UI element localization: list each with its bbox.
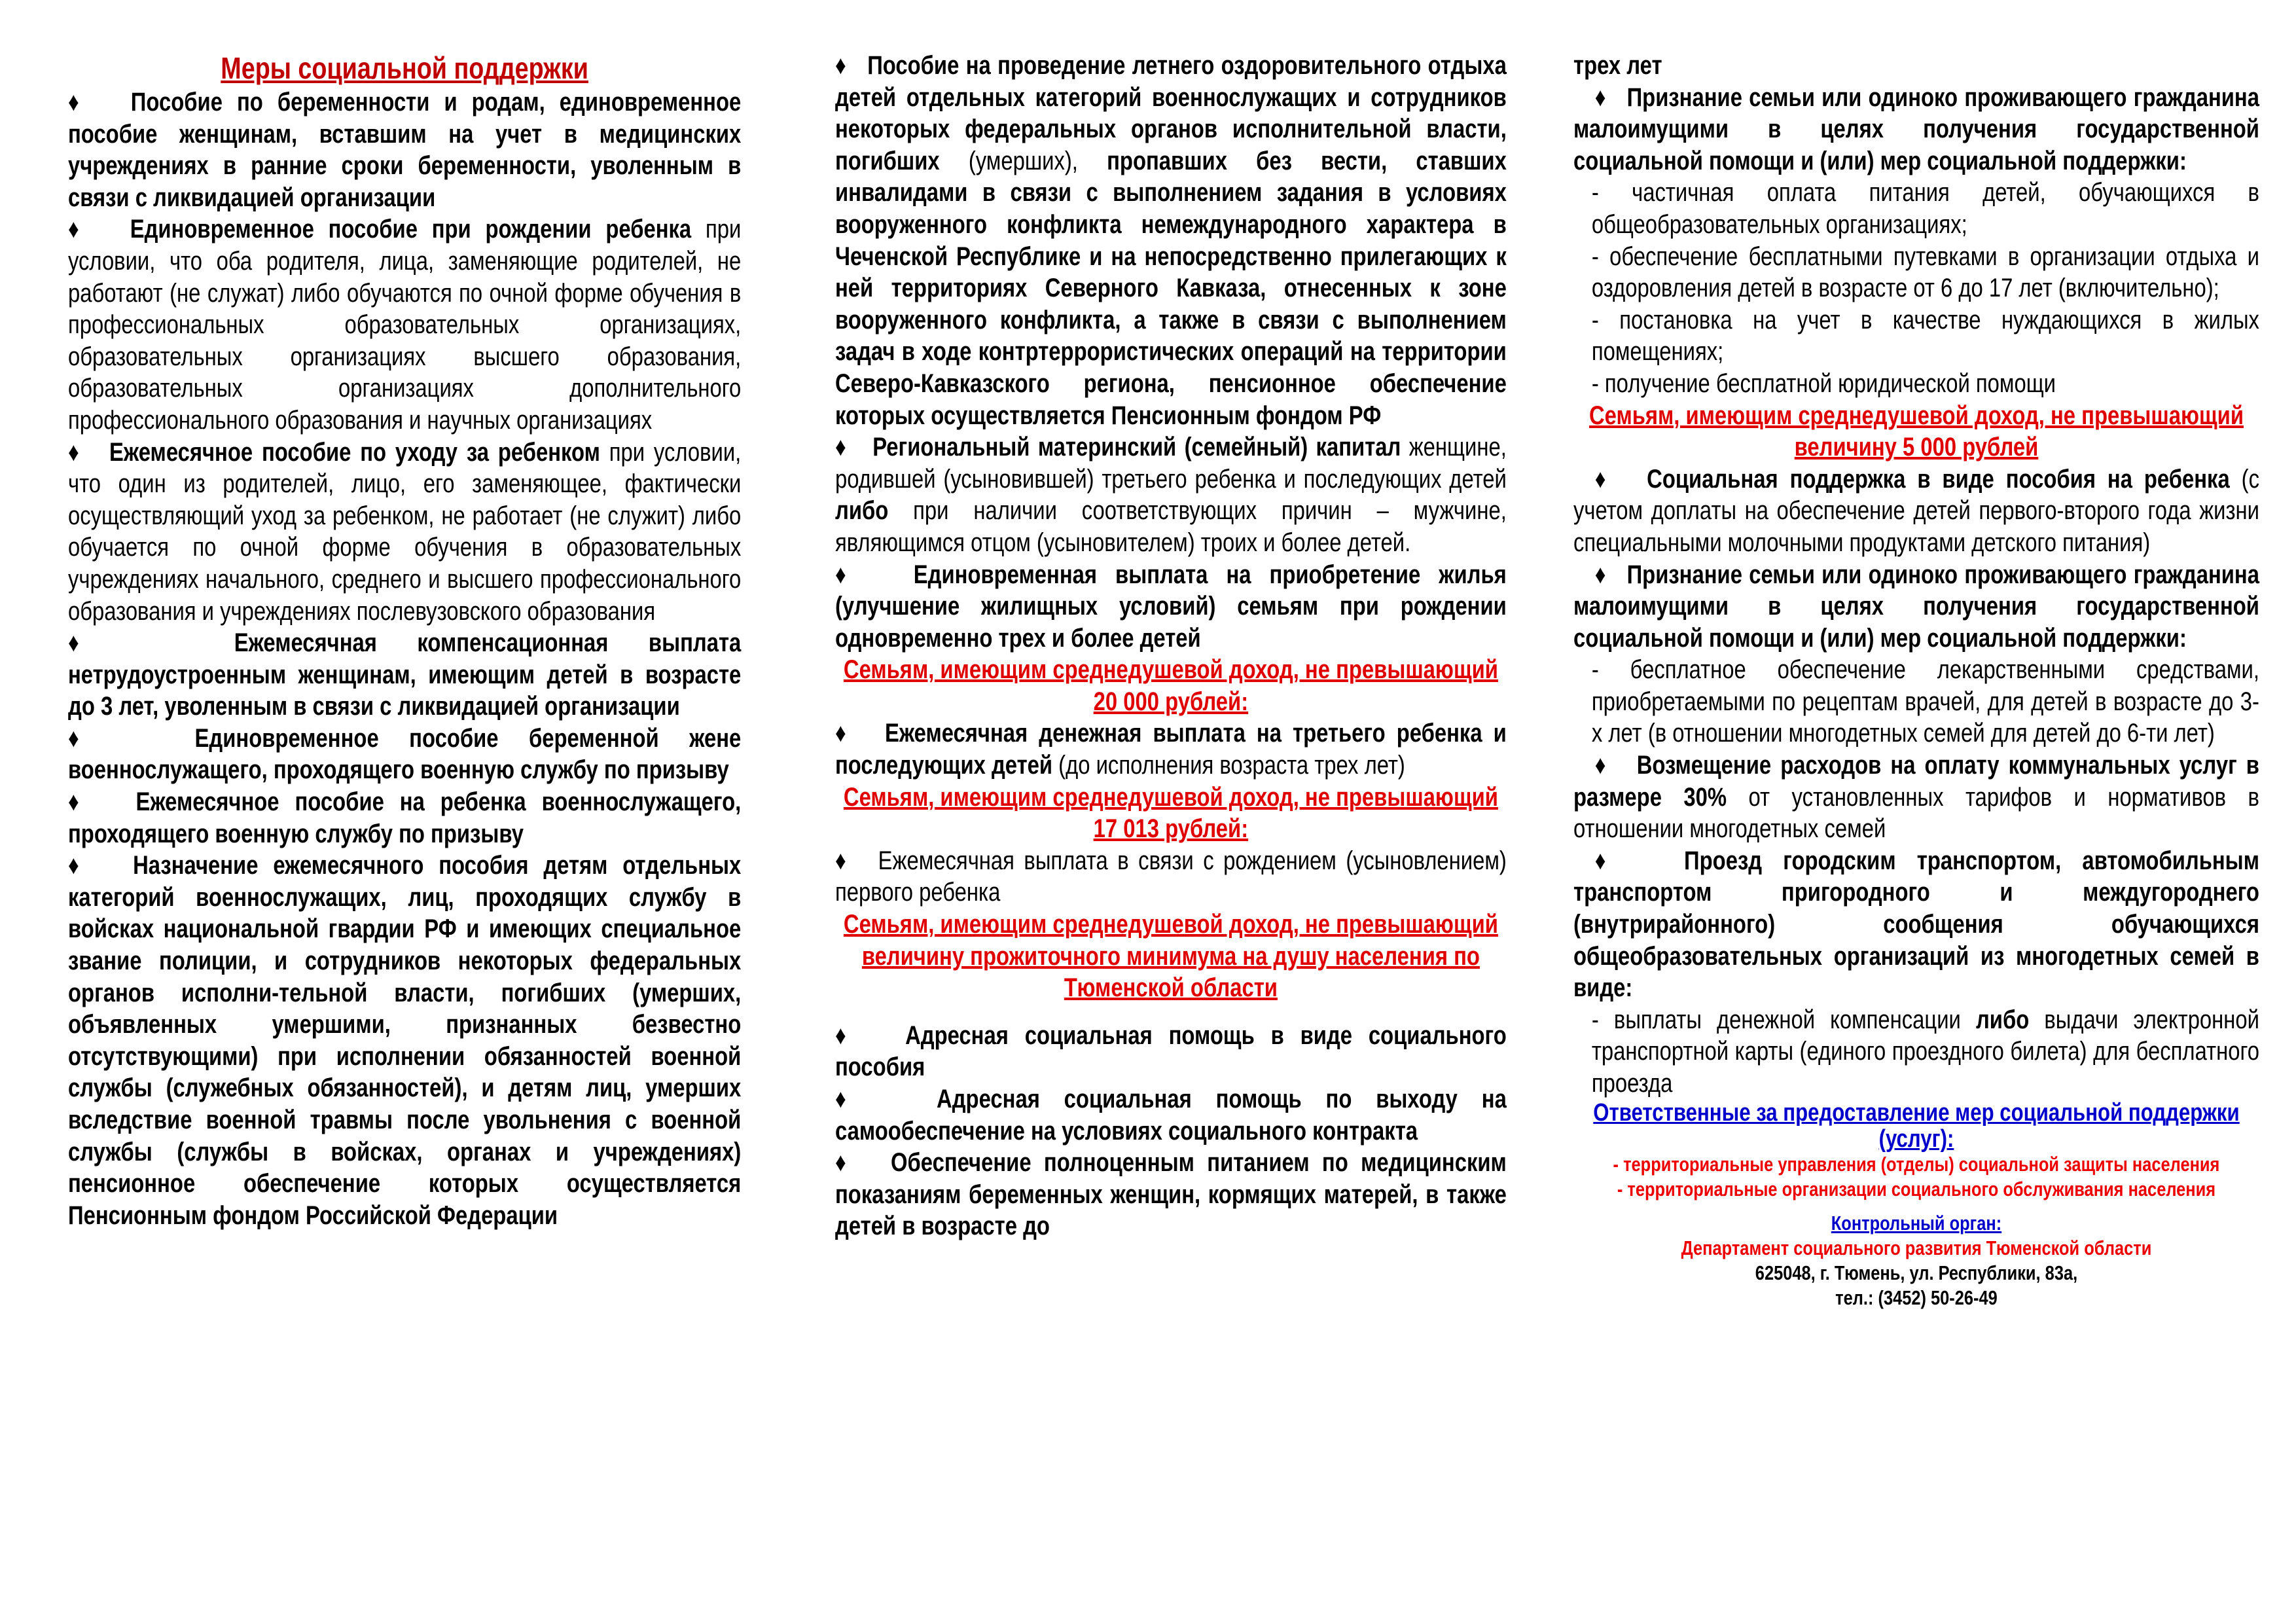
text: женщине, родившей (усыновившей) третьего ребенка и последующих детей [835, 433, 1507, 494]
benefit-item [835, 1020, 1507, 1083]
diamond-bullet-icon: ♦ [68, 851, 88, 880]
benefit-item [835, 717, 1507, 781]
spacer [835, 1004, 1507, 1020]
page-title: Меры социальной поддержки [221, 51, 588, 85]
text: от установленных тарифов и нормативов в отношении многодетных семей [1573, 782, 2259, 844]
column-1-content [68, 50, 741, 1231]
bold-text: Единовременное пособие беременной жене военнослужащего, проходящего военную службу по призыву [68, 723, 742, 785]
diamond-bullet-icon: ♦ [68, 787, 89, 817]
text: выдачи электронной транспортной карты (единого проездного билета) для бесплатного проезда [1591, 1005, 2259, 1098]
bold-text: Пособие на проведение летнего оздоровительного отдыха детей отдельных категорий военнослужащих и сотрудников некоторых федеральных органов исполнительной власти, погибших [835, 51, 1507, 175]
benefit-item [68, 86, 741, 213]
text: - бесплатное обеспечение лекарственными средствами, приобретаемыми по рецептам врачей, для детей в возрасте до 3-х лет (в отношении многодетных семей для детей до 6-ти лет) [1591, 655, 2259, 748]
diamond-bullet-icon: ♦ [835, 560, 859, 589]
column-1 [68, 50, 741, 1231]
benefit-item [835, 845, 1507, 909]
benefit-item [835, 1083, 1507, 1147]
text: при условии, что оба родителя, лица, заменяющие родителей, не работают (не служат) либо обучаются по очной форме обучения в профессиональных образовательных организациях, образовательных организациях высшего образования, образовательных организациях дополнительного профессионального образования и научных организациях [68, 215, 742, 435]
text: при условии, что один из родителей, лицо, его заменяющее, фактически осуществляющий уход за ребенком, не работает (не служит) либо обучается по очной форме обучения в образовательных учреждениях начального, среднего и высшего профессионального образования и учреждениях послевузовского образования [68, 437, 742, 626]
text: - постановка на учет в качестве нуждающихся в жилых помещениях; [1591, 305, 2259, 367]
diamond-bullet-icon: ♦ [68, 215, 88, 244]
income-condition-note [835, 782, 1507, 845]
bold-text: либо [835, 496, 889, 526]
benefit-item [835, 559, 1507, 655]
diamond-bullet-icon: ♦ [68, 437, 82, 467]
benefit-item [1573, 463, 2259, 559]
diamond-bullet-icon: ♦ [835, 719, 852, 748]
sub-item [1573, 304, 2259, 368]
income-condition-note [835, 909, 1507, 1004]
text: Ежемесячная выплата в связи с рождением (усыновлением) первого ребенка [835, 846, 1507, 907]
benefit-item [68, 213, 741, 436]
diamond-bullet-icon: ♦ [835, 51, 848, 80]
text: - получение бесплатной юридической помощи [1591, 369, 2056, 398]
bold-text: Пособие по беременности и родам, единовременное пособие женщинам, вставшим на учет в медицинских учреждениях в ранние сроки беременности, уволенным в связи с ликвидацией организации [68, 88, 742, 212]
bold-text: Социальная поддержка в виде пособия на ребенка [1647, 464, 2230, 494]
diamond-bullet-icon: ♦ [68, 723, 104, 753]
text: - выплаты денежной компенсации [1591, 1005, 1976, 1034]
bold-text: либо [1975, 1005, 2030, 1034]
bold-text: Адресная социальная помощь по выходу на самообеспечение на условиях социального контракта [835, 1085, 1507, 1146]
benefit-item [1573, 559, 2259, 655]
diamond-bullet-icon: ♦ [835, 846, 850, 875]
benefit-item [68, 437, 741, 628]
bold-text: Ежемесячная денежная выплата на третьего ребенка и последующих детей [835, 719, 1507, 780]
control-org: Департамент социального развития Тюменской области [1681, 1236, 2152, 1259]
bold-text: Адресная социальная помощь в виде социального пособия [835, 1020, 1507, 1082]
responsible-heading: Ответственные за предоставление мер социальной поддержки (услуг): [1593, 1098, 2240, 1153]
benefit-item [835, 50, 1507, 431]
bold-text: Возмещение расходов на оплату коммунальных услуг в размере 30% [1573, 751, 2259, 812]
column-2 [835, 50, 1507, 1242]
text: (до исполнения возраста трех лет) [1052, 751, 1405, 780]
diamond-bullet-icon: ♦ [835, 1085, 865, 1113]
bold-text: Единовременное пособие при рождении ребенка [130, 215, 692, 244]
income-condition-note [835, 654, 1507, 717]
bold-text: Проезд городским транспортом, автомобильным транспортом пригородного и междугороднего (внутрирайонного) сообщения обучающихся общеобразовательных организаций из многодетных семей в виде: [1573, 846, 2259, 1003]
text: - обеспечение бесплатными путевками в организации отдыха и оздоровления детей в возрасте от 6 до 17 лет (включительно); [1591, 242, 2259, 303]
benefit-item [68, 850, 741, 1231]
address: 625048, г. Тюмень, ул. Республики, 83а, [1755, 1261, 2078, 1284]
text: Семьям, имеющим среднедушевой доход, не превышающий 20 000 рублей: [843, 655, 1498, 716]
bold-text: Обеспечение полноценным питанием по медицинским показаниям беременных женщин, кормящих матерей, в также детей в возрасте до [835, 1148, 1507, 1241]
sub-item [1573, 654, 2259, 749]
benefit-item [835, 431, 1507, 558]
benefit-item [68, 786, 741, 850]
column-2-content [835, 50, 1507, 1242]
benefit-item [1573, 749, 2259, 845]
diamond-bullet-icon: ♦ [1594, 751, 1609, 780]
footer [1573, 1100, 2259, 1310]
bold-text: Ежемесячное пособие по уходу за ребенком [109, 437, 600, 467]
bold-text: трех лет [1573, 51, 1662, 80]
responsible-item: - территориальные управления (отделы) социальной защиты населения [1613, 1152, 2220, 1176]
diamond-bullet-icon: ♦ [1594, 846, 1621, 875]
bold-text: Единовременная выплата на приобретение жилья (улучшение жилищных условий) семьям при рождении одновременно трех и более детей [835, 560, 1507, 653]
sub-item [1573, 177, 2259, 240]
control-heading: Контрольный орган: [1831, 1211, 2002, 1235]
bold-text: Региональный материнский (семейный) капитал [872, 433, 1401, 462]
benefit-item [1573, 50, 2259, 82]
income-condition-note [1573, 400, 2259, 463]
text: Семьям, имеющим среднедушевой доход, не превышающий величину 5 000 рублей [1588, 401, 2244, 462]
diamond-bullet-icon: ♦ [1594, 82, 1607, 112]
responsible-item: - территориальные организации социального обслуживания населения [1617, 1177, 2216, 1200]
text: (с учетом доплаты на обеспечение детей первого-второго года жизни специальными молочными продуктами детского питания) [1573, 464, 2259, 557]
sub-item [1573, 1004, 2259, 1100]
bold-text: Признание семьи или одиноко проживающего гражданина малоимущими в целях получения государственной социальной помощи и (или) мер социальной поддержки: [1573, 560, 2259, 653]
text: (умерших), [939, 146, 1078, 175]
bold-text: Назначение ежемесячного пособия детям отдельных категорий военнослужащих, лиц, проходящих службу в войсках национальной гвардии РФ и имеющих специальное звание полиции, и сотрудников некоторых федеральных органов исполни-тельной власти, погибших (умерших, объявленных умершими, признанных безвестно отсутствующими) при исполнении обязанностей военной службы (служебных обязанностей), и детям лиц, умерших вследствие военной травмы после увольнения с военной службы (службы в войсках, органах и учреждениях) пенсионное обеспечение которых осуществляется Пенсионным фондом Российской Федерации [68, 851, 742, 1230]
diamond-bullet-icon: ♦ [68, 628, 114, 658]
benefit-item [835, 1147, 1507, 1242]
bold-text: пропавших без вести, ставших инвалидами в связи с выполнением задания в условиях вооруженного конфликта немеждународного характера в Чеченской Республике и на непосредственно прилегающих к ней территориях Северного Кавказа, отнесенных к зоне вооруженного конфликта, а также в связи с выполнением задач в ходе контртеррористических операций на территории Северо-Кавказского региона, пенсионное обеспечение которых осуществляется Пенсионным фондом РФ [835, 146, 1507, 430]
text: Семьям, имеющим среднедушевой доход, не превышающий 17 013 рублей: [843, 782, 1498, 844]
benefit-item [1573, 82, 2259, 177]
text: Семьям, имеющим среднедушевой доход, не превышающий величину прожиточного минимума на душу населения по Тюменской области [843, 910, 1498, 1003]
diamond-bullet-icon: ♦ [1594, 560, 1607, 589]
bold-text: Признание семьи или одиноко проживающего гражданина малоимущими в целях получения государственной социальной помощи и (или) мер социальной поддержки: [1573, 82, 2259, 175]
column-3 [1573, 50, 2259, 1310]
diamond-bullet-icon: ♦ [835, 433, 849, 462]
diamond-bullet-icon: ♦ [1594, 464, 1612, 494]
text: при наличии соответствующих причин – мужчине, являющимся отцом (усыновителем) троих и более детей. [835, 496, 1507, 557]
text: - частичная оплата питания детей, обучающихся в общеобразовательных организациях; [1591, 178, 2259, 239]
bold-text: Ежемесячная компенсационная выплата нетрудоустроенным женщинам, имеющим детей в возрасте до 3 лет, уволенным в связи с ликвидацией организации [68, 628, 742, 721]
diamond-bullet-icon: ♦ [835, 1020, 857, 1050]
column-3-content [1573, 50, 2259, 1310]
sub-item [1573, 241, 2259, 304]
bold-text: Ежемесячное пособие на ребенка военнослужащего, проходящего военную службу по призыву [68, 787, 742, 848]
benefit-item [68, 723, 741, 786]
benefit-item [1573, 845, 2259, 1004]
diamond-bullet-icon: ♦ [835, 1148, 853, 1178]
diamond-bullet-icon: ♦ [68, 88, 88, 117]
benefit-item [68, 627, 741, 723]
sub-item [1573, 368, 2259, 400]
phone: тел.: (3452) 50-26-49 [1835, 1286, 1998, 1309]
